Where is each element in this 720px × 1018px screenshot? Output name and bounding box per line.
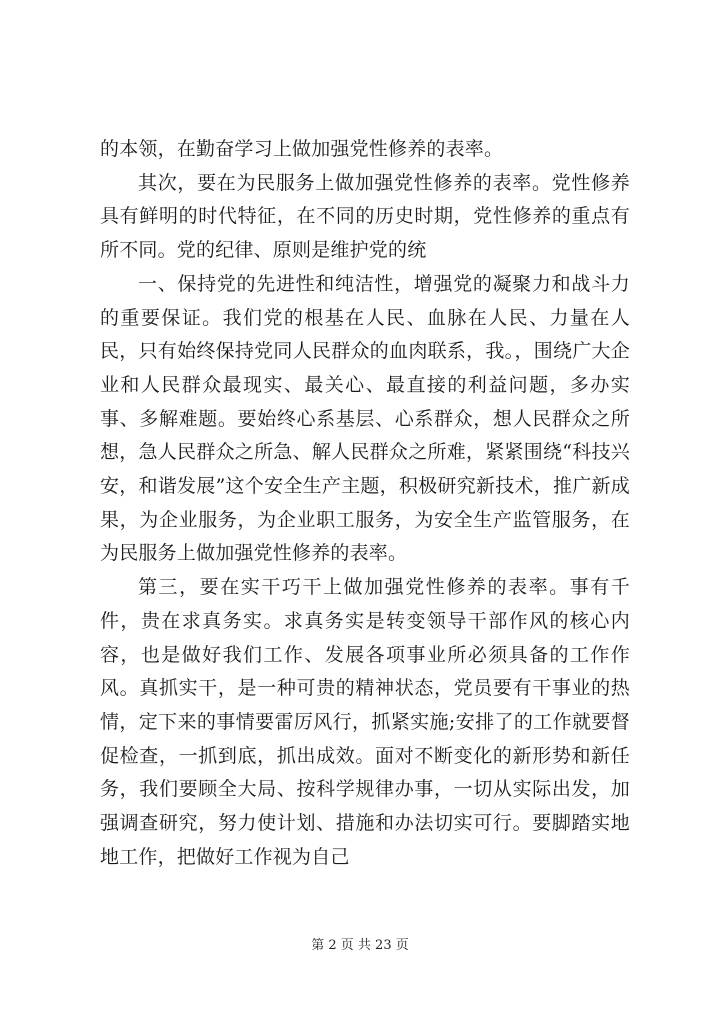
paragraph-3: 一、保持党的先进性和纯洁性，增强党的凝聚力和战斗力的重要保证。我们党的根基在人民、血脉在人民、力量在人民，只有始终保持党同人民群众的血肉联系，我。，围绕广大企业和人民群众最现实、最关心、最直接的利益问题，多办实事、多解难题。要始终心系基层、心系群众，想人民群众之所想，急人民群众之所急、解人民群众之所难，紧紧围绕“科技兴安，和谐发展”这个安全生产主题，积极研究新技术，推广新成果，为企业服务，为企业职工服务，为安全生产监管服务，在为民服务上做加强党性修养的表率。 — [100, 272, 630, 565]
page-number-footer: 第 2 页 共 23 页 — [311, 938, 409, 953]
paragraph-4: 第三，要在实干巧干上做加强党性修养的表率。事有千件，贵在求真务实。求真务实是转变领导干部作风的核心内容，也是做好我们工作、发展各项事业所必须具备的工作作风。真抓实干，是一种可贵的精神状态，党员要有干事业的热情，定下来的事情要雷厉风行，抓紧实施;安排了的工作就要督促检查，一抓到底，抓出成效。面对不断变化的新形势和新任务，我们要顾全大局、按科学规律办事，一切从实际出发，加强调查研究，努力使计划、措施和办法切实可行。要脚踏实地地工作，把做好工作视为自己 — [100, 576, 630, 868]
document-body — [100, 133, 630, 874]
paragraph-2: 其次，要在为民服务上做加强党性修养的表率。党性修养具有鲜明的时代特征，在不同的历史时期，党性修养的重点有所不同。党的纪律、原则是维护党的统 — [100, 171, 630, 262]
paragraph-1: 的本领，在勤奋学习上做加强党性修养的表率。 — [100, 138, 504, 160]
